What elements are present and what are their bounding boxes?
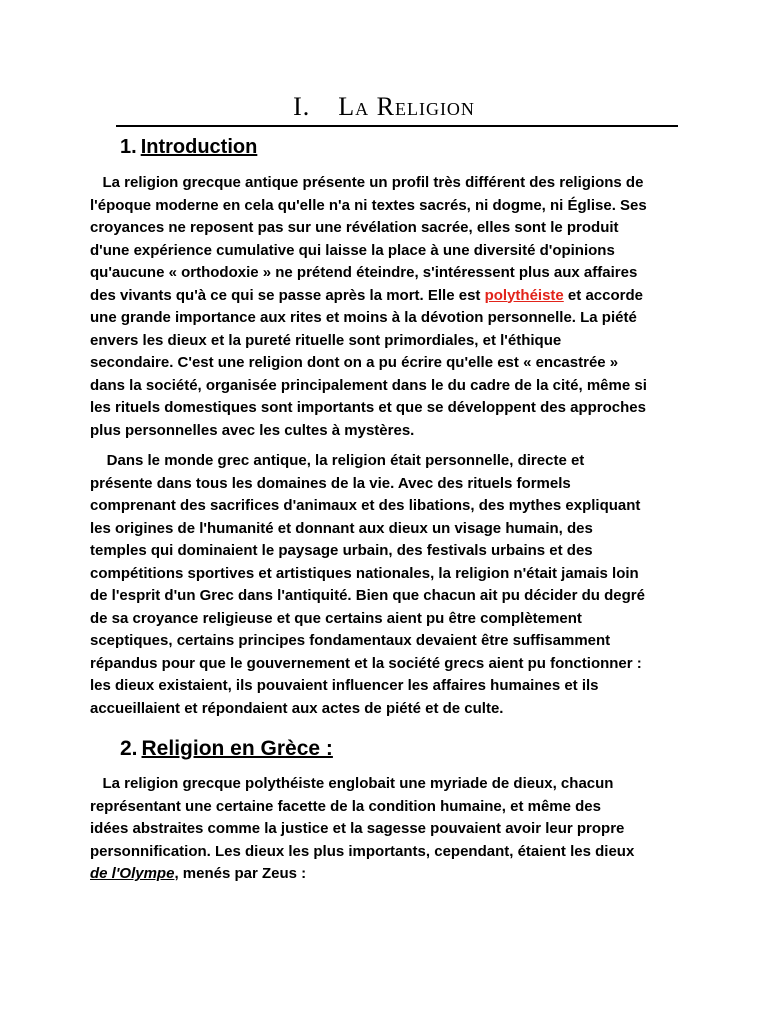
section-1-title: Introduction	[140, 136, 258, 158]
text-line: de sa croyance religieuse et que certains aient pu être complètement	[90, 609, 582, 627]
text-line: les rituels domestiques sont importants et que se développent des approches	[90, 399, 646, 416]
paragraph-religion-greece	[90, 773, 710, 886]
section-2-title: Religion en Grèce :	[141, 737, 333, 760]
olympe-emphasis: de l'Olympe	[90, 865, 175, 882]
text-line: La religion grecque antique présente un profil très différent des religions de	[90, 174, 644, 191]
text-line: dans la société, organisée principalement dans le du cadre de la cité, même si	[90, 376, 647, 394]
chapter-heading	[0, 92, 768, 122]
text-line: La religion grecque polythéiste englobait une myriade de dieux, chacun	[90, 775, 614, 792]
paragraph-introduction	[90, 172, 710, 442]
text-line: plus personnelles avec les cultes à mystères.	[90, 421, 415, 439]
text-line: croyances ne reposent pas sur une révélation sacrée, elles sont le produit	[90, 219, 619, 236]
text-line: une grande importance aux rites et moins à la dévotion personnelle. La piété	[90, 309, 637, 326]
section-1-number: 1.	[120, 136, 137, 158]
text-line: secondaire. C'est une religion dont on a pu écrire qu'elle est « encastrée »	[90, 354, 619, 371]
text-line: présente dans tous les domaines de la vie. Avec des rituels formels	[90, 474, 571, 492]
text-segment: , menés par Zeus :	[174, 865, 307, 882]
text-line: idées abstraites comme la justice et la sagesse pouvaient avoir leur propre	[90, 820, 625, 837]
text-segment: et accorde	[563, 286, 643, 304]
text-line: les origines de l'humanité et donnant aux dieux un visage humain, des	[90, 519, 593, 537]
text-line	[90, 863, 710, 886]
polytheiste-link[interactable]: polythéiste	[484, 286, 564, 304]
text-line	[90, 285, 710, 308]
text-segment: des vivants qu'à ce qui se passe après la mort. Elle est	[90, 286, 485, 304]
chapter-title: La Religion	[338, 92, 475, 121]
text-line: répandus pour que le gouvernement et la société grecs aient pu fonctionner :	[90, 654, 642, 672]
text-line: Dans le monde grec antique, la religion était personnelle, directe et	[90, 452, 585, 469]
text-line: l'époque moderne en cela qu'elle n'a ni textes sacrés, ni dogme, ni Église. Ses	[90, 196, 647, 214]
text-line: les dieux existaient, ils pouvaient influencer les affaires humaines et ils	[90, 677, 599, 694]
section-1-heading	[120, 136, 257, 159]
chapter-rule	[116, 125, 678, 127]
text-line: envers les dieux et la pureté rituelle sont primordiales, et l'éthique	[90, 331, 562, 349]
text-line: comprenant des sacrifices d'animaux et des libations, des mythes expliquant	[90, 497, 641, 514]
text-line: de l'esprit d'un Grec dans l'antiquité. Bien que chacun ait pu décider du degré	[90, 587, 645, 604]
text-line: personnification. Les dieux les plus importants, cependant, étaient les dieux	[90, 842, 635, 860]
chapter-number: I.	[293, 92, 311, 121]
section-2-heading	[120, 737, 333, 761]
text-line: accueillaient et répondaient aux actes de piété et de culte.	[90, 699, 504, 717]
text-line: compétitions sportives et artistiques nationales, la religion n'était jamais loin	[90, 564, 639, 582]
text-line: d'une expérience cumulative qui laisse la place à une diversité d'opinions	[90, 241, 615, 259]
paragraph-greek-world	[90, 450, 710, 720]
text-line: temples qui dominaient le paysage urbain, des festivals urbains et des	[90, 542, 593, 559]
text-line: qu'aucune « orthodoxie » ne prétend éteindre, s'intéressent plus aux affaires	[90, 264, 638, 281]
text-line: représentant une certaine facette de la condition humaine, et même des	[90, 797, 601, 815]
text-line: sceptiques, certains principes fondamentaux devaient être suffisamment	[90, 632, 611, 649]
section-2-number: 2.	[120, 737, 138, 760]
